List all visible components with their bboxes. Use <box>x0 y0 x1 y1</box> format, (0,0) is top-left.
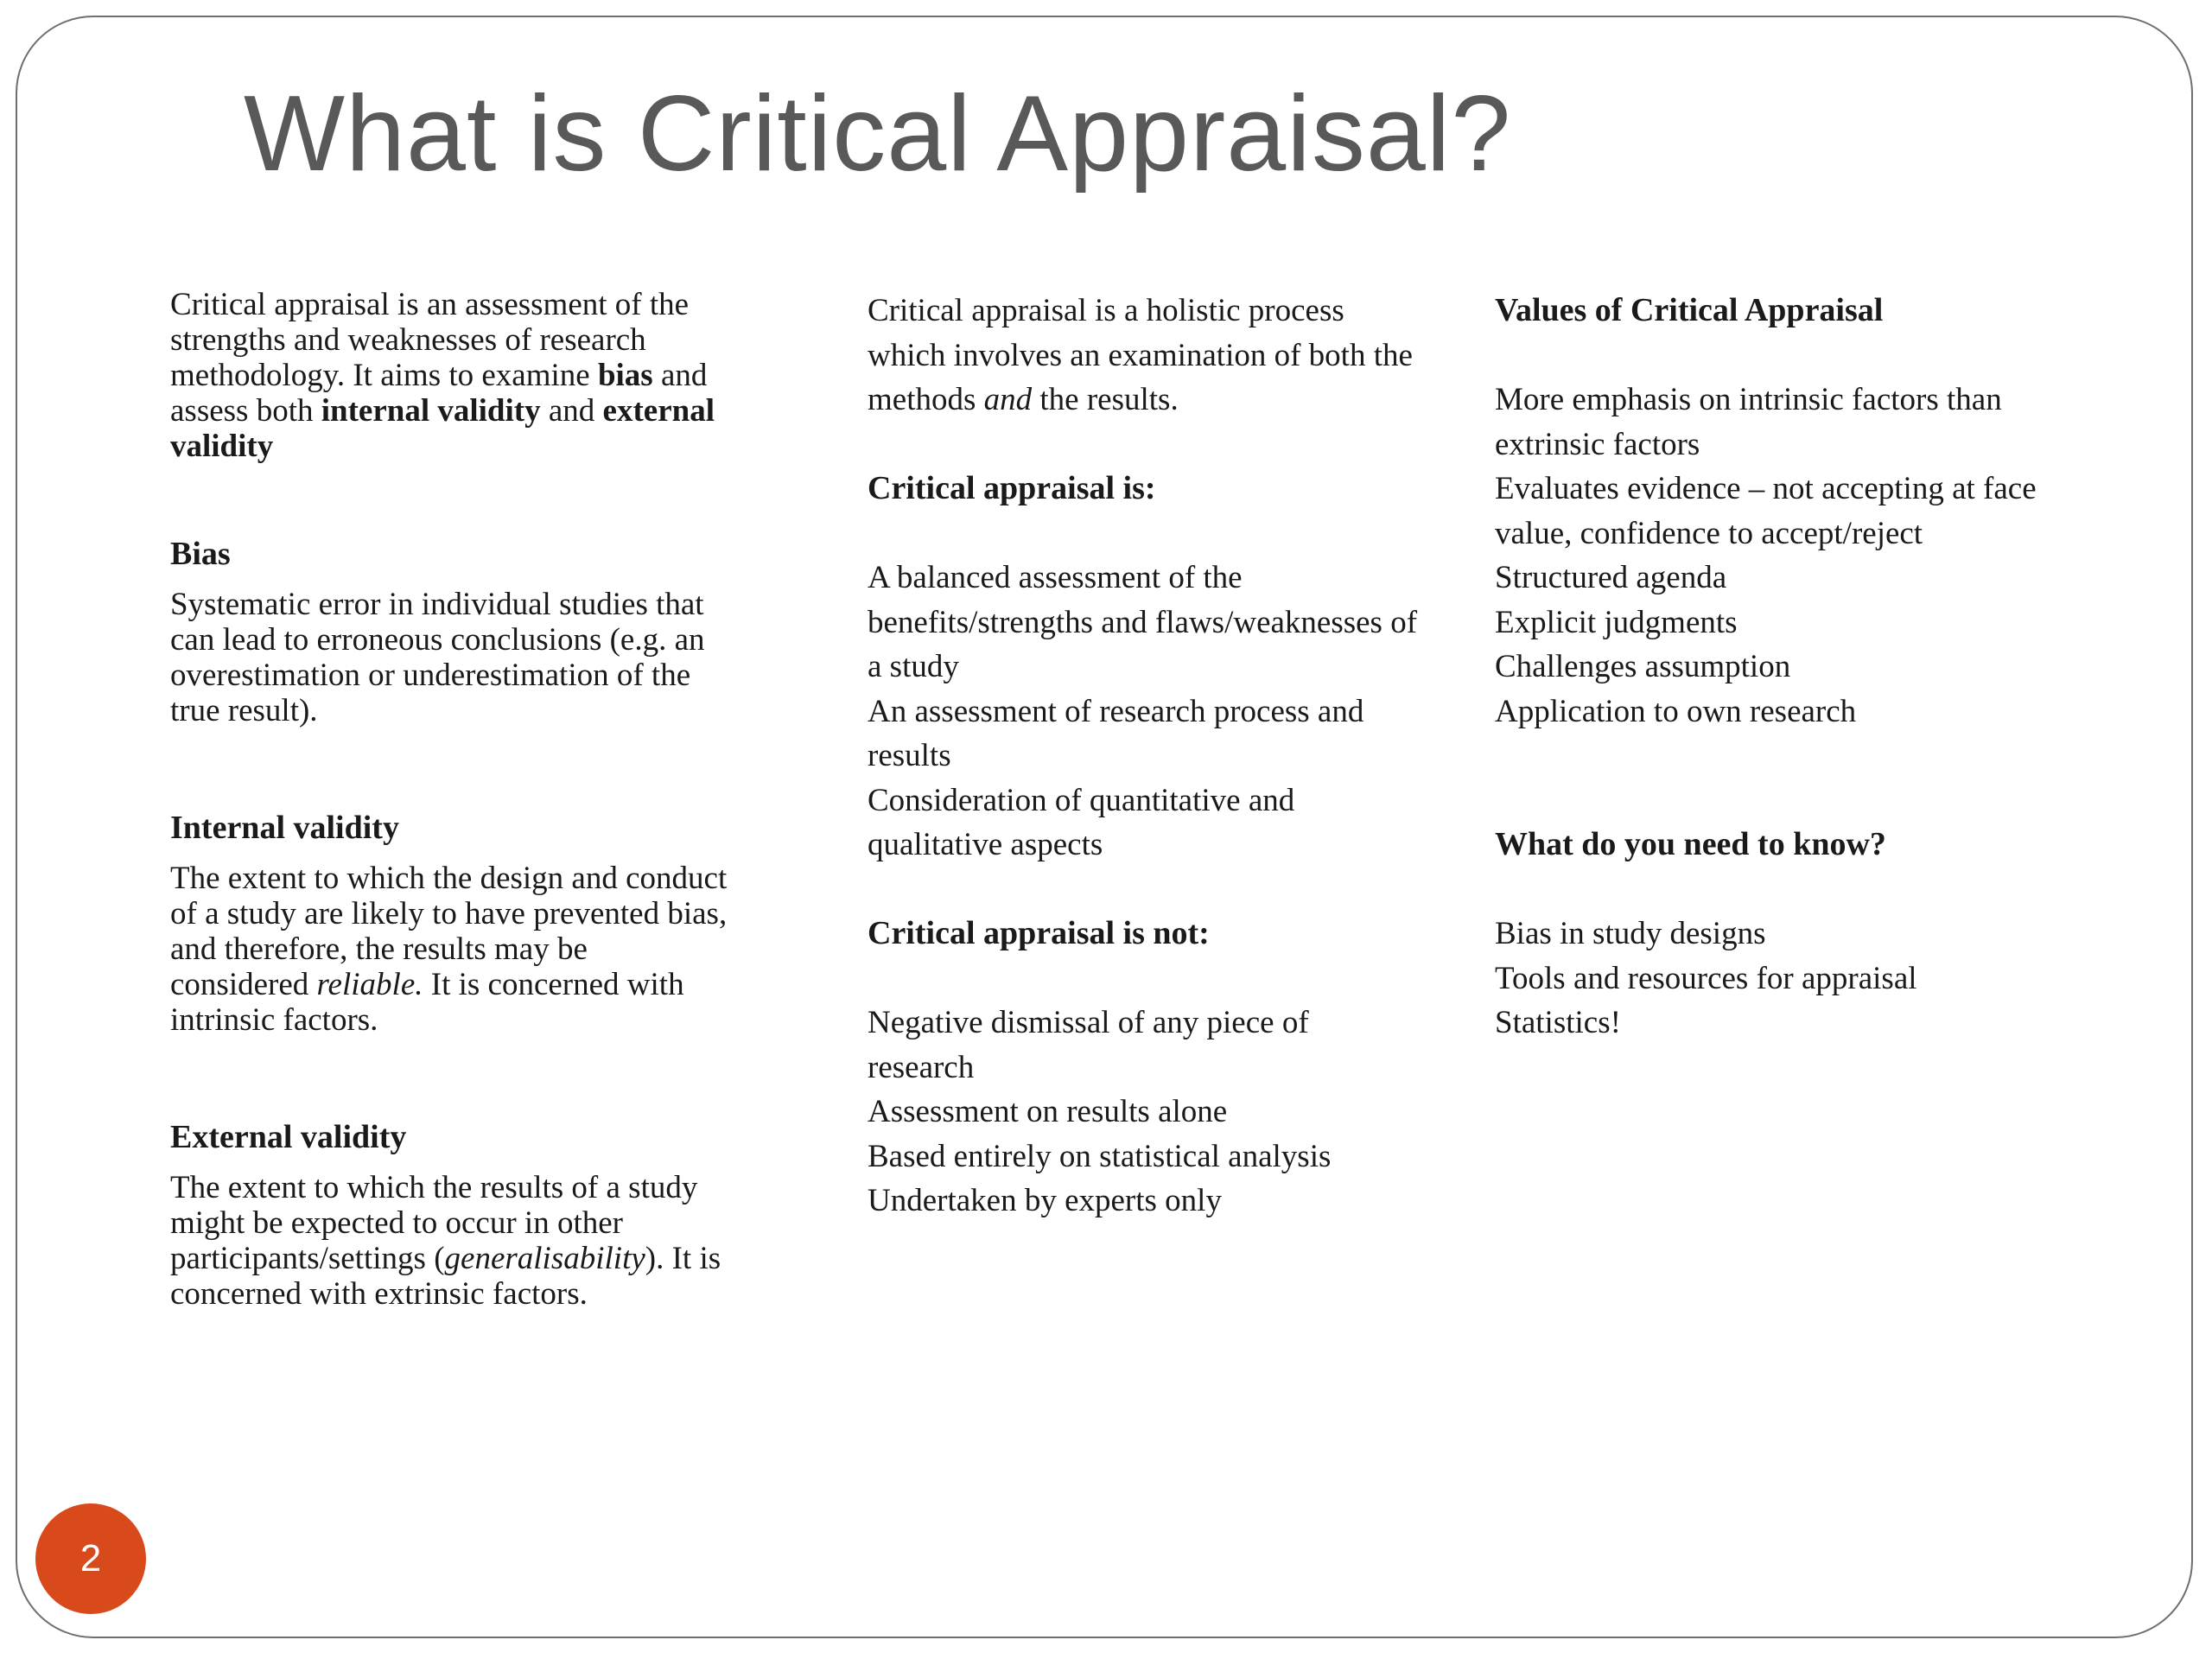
external-validity-text-1: The extent to which the results of a study might be expected to occur in other participants/settings ( <box>170 1170 698 1276</box>
list-item: Undertaken by experts only <box>868 1183 1222 1218</box>
need-to-know-heading: What do you need to know? <box>1495 826 1886 862</box>
internal-validity-text-2: It is concerned with intrinsic factors. <box>170 967 684 1038</box>
critical-appraisal-is-not-heading: Critical appraisal is not: <box>868 915 1210 951</box>
intro-bold-bias: bias <box>597 358 653 393</box>
intro-text-2: and assess both <box>170 358 708 429</box>
intro-bold-internal-validity: internal validity <box>321 393 541 429</box>
column-process <box>868 289 1421 1224</box>
internal-validity-definition <box>170 861 732 1038</box>
intro-text-1: Critical appraisal is an assessment of the strengths and weaknesses of research methodology. It aims to examine <box>170 287 690 393</box>
critical-appraisal-is-list <box>868 556 1421 868</box>
external-validity-heading: External validity <box>170 1119 407 1155</box>
external-validity-definition <box>170 1170 732 1312</box>
holistic-paragraph <box>868 289 1421 423</box>
external-validity-italic: generalisability <box>444 1241 645 1276</box>
critical-appraisal-is-heading: Critical appraisal is: <box>868 470 1156 506</box>
intro-paragraph <box>170 287 732 464</box>
internal-validity-text-1: The extent to which the design and conduct of a study are likely to have prevented bias, and therefore, the results may be considered <box>170 861 728 1002</box>
values-heading: Values of Critical Appraisal <box>1495 292 1884 328</box>
intro-text-3: and <box>540 393 603 429</box>
list-item: A balanced assessment of the benefits/strengths and flaws/weaknesses of a study <box>868 560 1418 684</box>
critical-appraisal-is-not-list <box>868 1001 1421 1224</box>
need-to-know-list <box>1495 912 2117 1046</box>
list-item: More emphasis on intrinsic factors than extrinsic factors <box>1495 382 2002 462</box>
list-item: Explicit judgments <box>1495 604 1738 640</box>
holistic-text-2: the results. <box>1032 382 1179 417</box>
list-item: Based entirely on statistical analysis <box>868 1138 1332 1174</box>
list-item: Structured agenda <box>1495 560 1727 595</box>
list-item: Consideration of quantitative and qualitative aspects <box>868 782 1295 862</box>
bias-definition: Systematic error in individual studies that can lead to erroneous conclusions (e.g. an overestimation or underestimation of the true result). <box>170 587 705 728</box>
list-item: Evaluates evidence – not accepting at face value, confidence to accept/reject <box>1495 471 2037 551</box>
holistic-italic-and: and <box>983 382 1033 417</box>
list-item: Application to own research <box>1495 693 1857 729</box>
slide-title: What is Critical Appraisal? <box>244 74 1512 194</box>
external-validity-text-2: ). It is concerned with extrinsic factors. <box>170 1241 721 1312</box>
internal-validity-italic: reliable. <box>316 967 423 1002</box>
list-item: Negative dismissal of any piece of research <box>868 1005 1309 1085</box>
internal-validity-heading: Internal validity <box>170 810 399 846</box>
column-definitions <box>170 287 732 1312</box>
values-list <box>1495 378 2117 734</box>
list-item: An assessment of research process and results <box>868 693 1364 773</box>
intro-bold-external-validity: external validity <box>170 393 715 464</box>
list-item: Assessment on results alone <box>868 1094 1228 1129</box>
column-values <box>1495 289 2117 1046</box>
list-item: Tools and resources for appraisal <box>1495 960 1917 996</box>
list-item: Statistics! <box>1495 1005 1621 1040</box>
holistic-text-1: Critical appraisal is a holistic process which involves an examination of both the methods <box>868 293 1413 417</box>
bias-heading: Bias <box>170 536 231 572</box>
slide-number-badge: 2 <box>35 1503 146 1614</box>
list-item: Challenges assumption <box>1495 649 1791 684</box>
list-item: Bias in study designs <box>1495 916 1766 951</box>
